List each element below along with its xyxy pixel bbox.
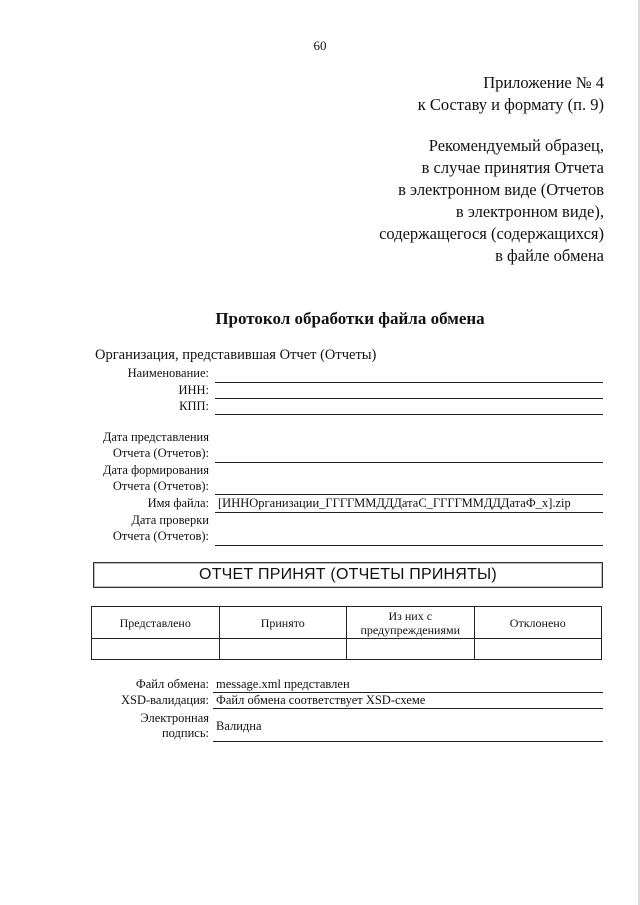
sample-note-line: в электронном виде), [455, 202, 604, 221]
kpp-label: КПП: [179, 399, 209, 413]
annex-number: Приложение № 4 [483, 73, 604, 92]
org-section-heading: Организация, представившая Отчет (Отчеты) [95, 347, 377, 363]
check-date-label-line1: Дата проверки [131, 513, 209, 527]
document-title: Протокол обработки файла обмена [215, 309, 485, 328]
exchange-file-label: Файл обмена: [135, 677, 209, 691]
check-date-field-line [215, 545, 603, 546]
signature-value: Валидна [216, 719, 262, 733]
exchange-file-value: message.xml представлен [216, 677, 350, 691]
filename-label: Имя файла: [147, 496, 209, 510]
kpp-field-line [215, 414, 603, 415]
submission-date-label-line2: Отчета (Отчетов): [112, 446, 209, 460]
sample-note [379, 135, 604, 267]
sample-note-line: в файле обмена [495, 246, 604, 265]
header-warnings-line2: предупреждениями [360, 622, 461, 637]
inn-field-line [215, 398, 603, 399]
annex-header [418, 72, 604, 116]
table-row [92, 639, 602, 660]
submission-date-field-line [215, 462, 603, 463]
signature-label-line1: Электронная [140, 711, 209, 725]
header-accepted: Принято [219, 607, 347, 639]
sample-note-line: в электронном виде (Отчетов [398, 180, 604, 199]
name-field-line [215, 382, 603, 383]
xsd-validation-value: Файл обмена соответствует XSD-схеме [216, 693, 426, 707]
cell-accepted [219, 639, 347, 660]
formation-date-label-line1: Дата формирования [103, 463, 209, 477]
name-label: Наименование: [127, 366, 209, 380]
filename-field-line [215, 512, 603, 513]
counts-table [91, 606, 602, 660]
check-date-label-line2: Отчета (Отчетов): [112, 529, 209, 543]
signature-label-line2: подпись: [161, 726, 209, 740]
page-number: 60 [313, 38, 327, 53]
xsd-validation-label: XSD-валидация: [120, 693, 209, 707]
inn-label: ИНН: [178, 383, 209, 397]
header-submitted: Представлено [92, 607, 220, 639]
status-banner: ОТЧЕТ ПРИНЯТ (ОТЧЕТЫ ПРИНЯТЫ) [93, 562, 603, 588]
sample-note-line: в случае принятия Отчета [421, 158, 604, 177]
formation-date-field-line [215, 494, 603, 495]
cell-warnings [347, 639, 475, 660]
filename-value: [ИННОрганизации_ГГГГММДДДатаС_ГГГГММДДДатаФ_x].zip [218, 496, 571, 510]
formation-date-label-line2: Отчета (Отчетов): [112, 479, 209, 493]
signature-line [213, 741, 603, 742]
sample-note-line: Рекомендуемый образец, [428, 136, 604, 155]
cell-rejected [474, 639, 602, 660]
table-header-row [92, 607, 602, 639]
sample-note-line: содержащегося (содержащихся) [379, 224, 604, 243]
header-warnings [347, 607, 475, 639]
cell-submitted [92, 639, 220, 660]
submission-date-label-line1: Дата представления [102, 430, 209, 444]
xsd-validation-line [213, 708, 603, 709]
header-rejected: Отклонено [474, 607, 602, 639]
annex-reference: к Составу и формату (п. 9) [417, 95, 604, 114]
header-warnings-line1: Из них с [388, 608, 433, 623]
